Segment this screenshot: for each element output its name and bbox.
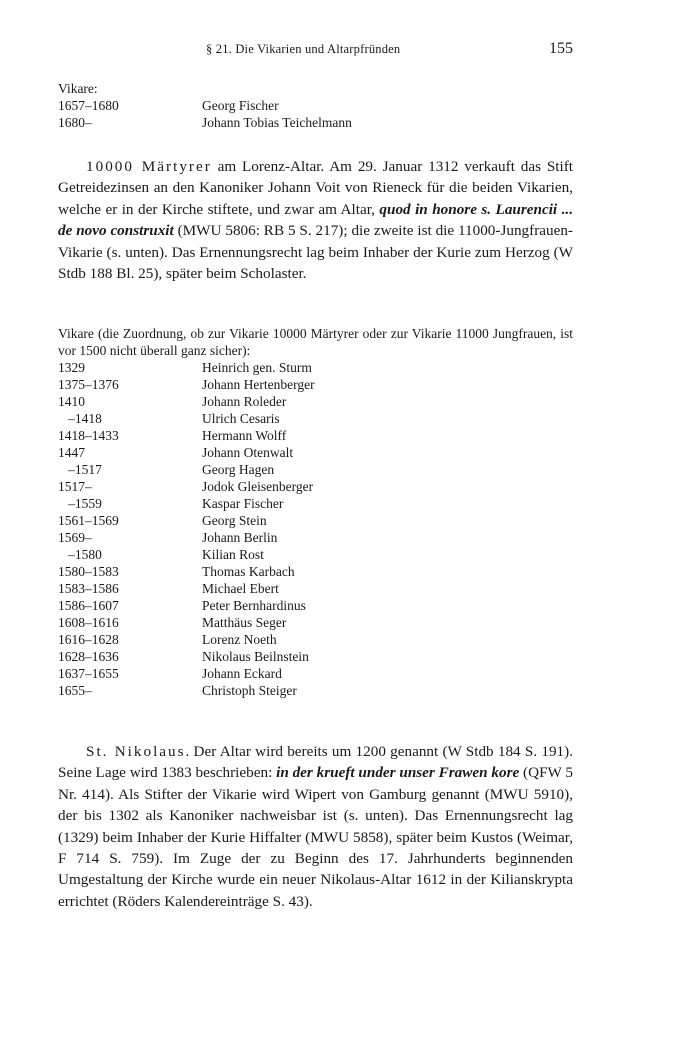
page-number: 155: [549, 40, 573, 57]
vikar-date: 1616–1628: [58, 632, 119, 647]
vikar-name: Hermann Wolff: [202, 428, 287, 443]
vikar-row: [58, 529, 573, 546]
vikar-date: –1559: [58, 496, 102, 511]
vikar-name: Ulrich Cesaris: [202, 411, 280, 426]
vikar-row: [58, 682, 573, 699]
vikar-name: Georg Hagen: [202, 462, 275, 477]
vikar-row: [58, 478, 573, 495]
vikar-name: Johann Eckard: [202, 666, 282, 681]
latin-quote: quod in honore s. Laurencii ... de novo construxit: [58, 200, 573, 240]
vikar-row: [58, 97, 573, 114]
vikar-date: 1561–1569: [58, 513, 119, 528]
vikar-date: –1517: [58, 462, 102, 477]
vikar-row: [58, 444, 573, 461]
vikar-name: Peter Bernhardinus: [202, 598, 306, 613]
vikare-list-2: [58, 325, 573, 699]
vikar-name: Johann Berlin: [202, 530, 278, 545]
paragraph-nikolaus: St. Nikolaus. Der Altar wird bereits um 1200 genannt (W Stdb 184 S. 191). Seine Lage wird 1383 beschrieben: in der krueft under unser Frawen kore (QFW 5 Nr. 414). Als Stifter der Vikarie wird Wipert von Gamburg genannt (MWU 5910), der bis 1302 als Kanoniker nachweisbar ist (s. unten). Das Ernennungsrecht lag (1329) beim Inhaber der Kurie Hiffalter (MWU 5858), später beim Kustos (Weimar, F 714 S. 759). Im Zuge der zu Beginn des 17. Jahrhunderts beginnenden Umgestaltung der Kirche wurde ein neuer Nikolaus-Altar 1612 in der Kilianskrypta errichtet (Röders Kalendereinträge S. 43).: [58, 743, 573, 910]
vikar-date: 1329: [58, 360, 85, 375]
vikar-date: 1418–1433: [58, 428, 119, 443]
vikar-row: [58, 376, 573, 393]
vikar-date: 1637–1655: [58, 666, 119, 681]
vikar-name: Georg Fischer: [202, 98, 279, 113]
vikar-name: Thomas Karbach: [202, 564, 295, 579]
vikar-row: [58, 393, 573, 410]
vikar-row: [58, 648, 573, 665]
vikar-row: [58, 563, 573, 580]
vikar-row: [58, 597, 573, 614]
section-title-nikolaus: St. Nikolaus: [86, 743, 186, 760]
vikar-date: 1580–1583: [58, 564, 119, 579]
vikar-date: 1447: [58, 445, 85, 460]
vikar-date: 1608–1616: [58, 615, 119, 630]
vikare-rows: [58, 359, 573, 699]
vikar-name: Christoph Steiger: [202, 683, 297, 698]
vikar-name: Johann Hertenberger: [202, 377, 315, 392]
vikar-date: –1418: [58, 411, 102, 426]
vikar-name: Kaspar Fischer: [202, 496, 284, 511]
vikar-name: Georg Stein: [202, 513, 267, 528]
vikar-row: [58, 512, 573, 529]
vikar-name: Jodok Gleisenberger: [202, 479, 314, 494]
vikare-note: Vikare (die Zuordnung, ob zur Vikarie 10000 Märtyrer oder zur Vikarie 11000 Jungfrauen, ist vor 1500 nicht überall ganz sicher):: [58, 326, 573, 358]
vikar-name: Kilian Rost: [202, 547, 264, 562]
vikar-name: Nikolaus Beilnstein: [202, 649, 309, 664]
section-title-maertyrer: 10000 Märtyrer: [86, 158, 212, 175]
vikar-date: –1580: [58, 547, 102, 562]
vikar-date: 1657–1680: [58, 98, 119, 113]
vikar-date: 1586–1607: [58, 598, 119, 613]
paragraph-maertyrer: 10000 Märtyrer am Lorenz-Altar. Am 29. Januar 1312 verkauft das Stift Getreidezinsen an den Kanoniker Johann Voit von Rieneck für die beiden Vikarien, welche er in der Kirche stiftete, und zwar am Altar, quod in honore s. Laurencii ... de novo construxit (MWU 5806: RB 5 S. 217); die zweite ist die 11000-Jungfrauen-Vikarie (s. unten). Das Ernennungsrecht lag beim Inhaber der Kurie zum Herzog (W Stdb 188 Bl. 25), später beim Scholaster.: [58, 158, 573, 283]
vikar-row: [58, 665, 573, 682]
vikar-date: 1375–1376: [58, 377, 119, 392]
vikar-name: Johann Roleder: [202, 394, 287, 409]
vikar-date: 1680–: [58, 115, 92, 130]
vikar-row: [58, 631, 573, 648]
vikar-date: 1517–: [58, 479, 92, 494]
running-head-title: § 21. Die Vikarien und Altarpfründen: [206, 42, 401, 56]
vikar-name: Michael Ebert: [202, 581, 279, 596]
middle-german-quote: in der krueft under unser Frawen kore: [276, 764, 520, 782]
vikar-row: [58, 580, 573, 597]
vikare-rows: [58, 97, 573, 131]
vikar-date: 1655–: [58, 683, 92, 698]
vikar-name: Johann Otenwalt: [202, 445, 294, 460]
vikar-date: 1583–1586: [58, 581, 119, 596]
vikar-row: [58, 359, 573, 376]
vikar-row: [58, 495, 573, 512]
vikar-name: Lorenz Noeth: [202, 632, 277, 647]
vikare-list-1: [58, 80, 573, 131]
vikar-name: Matthäus Seger: [202, 615, 287, 630]
vikar-date: 1569–: [58, 530, 92, 545]
running-head: [58, 40, 573, 60]
vikar-row: [58, 114, 573, 131]
vikar-row: [58, 546, 573, 563]
vikar-name: Heinrich gen. Sturm: [202, 360, 312, 375]
vikar-row: [58, 614, 573, 631]
vikar-row: [58, 410, 573, 427]
vikar-date: 1628–1636: [58, 649, 119, 664]
vikar-name: Johann Tobias Teichelmann: [202, 115, 352, 130]
vikare-label: Vikare:: [58, 81, 98, 96]
vikar-row: [58, 461, 573, 478]
vikar-row: [58, 427, 573, 444]
vikar-date: 1410: [58, 394, 85, 409]
